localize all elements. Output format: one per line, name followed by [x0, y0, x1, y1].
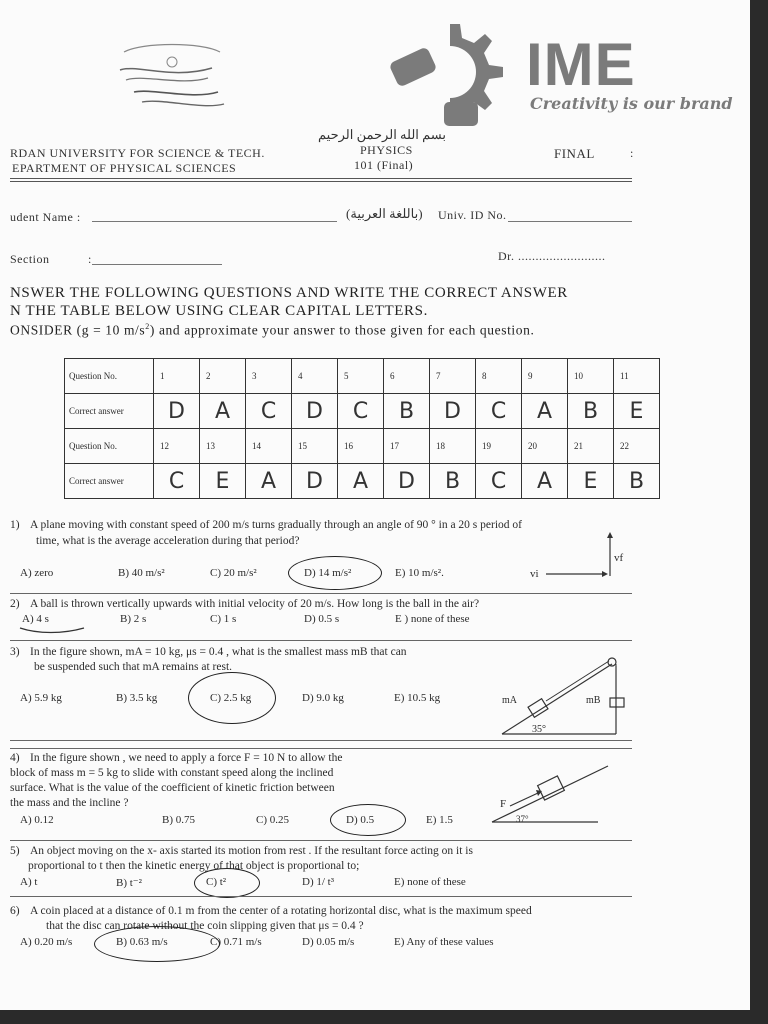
answer-cell: C — [476, 464, 522, 499]
question-label: Question No. — [65, 429, 154, 464]
header-rule — [10, 178, 632, 179]
answer-cell: A — [338, 464, 384, 499]
department-name: EPARTMENT OF PHYSICAL SCIENCES — [12, 161, 237, 175]
question-text: A coin placed at a distance of 0.1 m from the center of a rotating horizontal disc, what is the maximum speed — [30, 905, 532, 917]
question-text: that the disc can rotate without the coin slipping given that μs = 0.4 ? — [46, 920, 364, 932]
option-c: C) 0.25 — [256, 814, 289, 826]
question-number: 3 — [246, 359, 292, 394]
question-divider — [10, 896, 632, 897]
option-e: E) 10.5 kg — [394, 692, 441, 704]
answer-circle — [288, 556, 382, 590]
option-e: E) 10 m/s². — [395, 567, 444, 579]
answer-cell: C — [338, 394, 384, 429]
answer-label: Correct answer — [65, 464, 154, 499]
question-text: surface. What is the value of the coefficient of kinetic friction between — [10, 782, 335, 794]
option-b: B) 0.75 — [162, 814, 195, 826]
gear-logo-icon — [386, 10, 514, 138]
question-number: 19 — [476, 429, 522, 464]
question-number: 17 — [384, 429, 430, 464]
question-row-2 — [65, 429, 660, 464]
answer-table — [64, 358, 660, 499]
brand-tagline: Creativity is our brand — [530, 94, 733, 113]
option-c: C) 20 m/s² — [210, 567, 257, 579]
velocity-vectors-icon — [540, 530, 620, 580]
incline-pulley-figure-icon — [496, 652, 636, 738]
figure-label: 35° — [532, 724, 546, 735]
option-b: B) 0.63 m/s — [116, 936, 168, 948]
question-number: 16 — [338, 429, 384, 464]
option-c: C) 2.5 kg — [210, 692, 252, 704]
answer-circle — [188, 672, 276, 724]
question-text: be suspended such that mA remains at rest. — [34, 661, 233, 673]
option-d: D) 0.5 — [346, 814, 375, 826]
question-number: 4 — [292, 359, 338, 394]
answer-cell: C — [154, 464, 200, 499]
question-number: 4) — [10, 752, 20, 764]
option-e: E) 1.5 — [426, 814, 453, 826]
section-label: Section — [10, 252, 50, 266]
answer-cell: D — [292, 394, 338, 429]
option-d: D) 0.05 m/s — [302, 936, 355, 948]
answer-cell: E — [200, 464, 246, 499]
course-code: 101 (Final) — [354, 158, 414, 172]
university-name: RDAN UNIVERSITY FOR SCIENCE & TECH. — [10, 146, 265, 160]
option-d: D) 1/ t³ — [302, 876, 335, 888]
question-number: 14 — [246, 429, 292, 464]
question-divider — [10, 640, 632, 641]
option-a: A) t — [20, 876, 38, 888]
option-e: E) Any of these values — [394, 936, 494, 948]
question-number: 1) — [10, 519, 20, 531]
option-c: C) 0.71 m/s — [210, 936, 262, 948]
course-name: PHYSICS — [360, 143, 413, 157]
option-e: E) none of these — [394, 876, 466, 888]
question-text: the mass and the incline ? — [10, 797, 129, 809]
answer-cell: D — [292, 464, 338, 499]
student-name-line — [92, 221, 337, 222]
answer-row-1 — [65, 394, 660, 429]
basmala: بسم الله الرحمن الرحيم — [318, 127, 447, 142]
question-number: 12 — [154, 429, 200, 464]
dr-label: Dr. ......................... — [498, 249, 606, 263]
question-number: 13 — [200, 429, 246, 464]
option-a: A) zero — [20, 567, 54, 579]
question-number: 10 — [568, 359, 614, 394]
question-number: 18 — [430, 429, 476, 464]
question-text: An object moving on the x- axis started its motion from rest . If the resultant force acting on it is — [30, 845, 473, 857]
option-c: C) 1 s — [210, 613, 237, 625]
option-d: D) 0.5 s — [304, 613, 340, 625]
answer-circle — [94, 926, 220, 962]
exam-type: FINAL — [554, 146, 595, 161]
question-number: 22 — [614, 429, 660, 464]
arabic-note: (باللغة العربية) — [346, 206, 423, 221]
question-text: time, what is the average acceleration during that period? — [36, 535, 300, 547]
university-seal-icon — [112, 40, 232, 115]
incline-force-figure-icon — [488, 760, 614, 828]
section-colon: : — [88, 252, 92, 266]
header-rule-2 — [10, 181, 632, 182]
answer-mark-icon — [18, 620, 88, 636]
answer-cell: A — [522, 394, 568, 429]
answer-row-2 — [65, 464, 660, 499]
option-b: B) 2 s — [120, 613, 147, 625]
option-a: A) 4 s — [22, 613, 49, 625]
option-a: A) 0.12 — [20, 814, 54, 826]
figure-label: mB — [586, 695, 601, 706]
question-number: 1 — [154, 359, 200, 394]
answer-cell: D — [384, 464, 430, 499]
figure-label: vf — [614, 552, 624, 564]
question-number: 2 — [200, 359, 246, 394]
question-number: 3) — [10, 646, 20, 658]
figure-label: vi — [530, 568, 539, 580]
option-b: B) 40 m/s² — [118, 567, 165, 579]
answer-cell: D — [430, 394, 476, 429]
option-d: D) 9.0 kg — [302, 692, 344, 704]
option-b: B) 3.5 kg — [116, 692, 158, 704]
option-c: C) t² — [206, 876, 227, 888]
answer-label: Correct answer — [65, 394, 154, 429]
univ-id-label: Univ. ID No. — [438, 208, 507, 222]
answer-circle — [330, 804, 406, 836]
question-text: In the figure shown , we need to apply a force F = 10 N to allow the — [30, 752, 343, 764]
instruction-line-3: ONSIDER (g = 10 $m/s^2$) and approximate your answer to those given for each question. — [10, 322, 535, 338]
answer-cell: D — [154, 394, 200, 429]
instruction-line-2: N THE TABLE BELOW USING CLEAR CAPITAL LETTERS. — [10, 303, 428, 319]
option-e: E ) none of these — [395, 613, 470, 625]
section-line — [92, 264, 222, 265]
answer-cell: A — [522, 464, 568, 499]
option-a: A) 0.20 m/s — [20, 936, 73, 948]
instruction-line-1: NSWER THE FOLLOWING QUESTIONS AND WRITE THE CORRECT ANSWER — [10, 285, 568, 301]
answer-cell: A — [200, 394, 246, 429]
answer-cell: E — [568, 464, 614, 499]
question-label: Question No. — [65, 359, 154, 394]
answer-cell: B — [384, 394, 430, 429]
answer-cell: B — [614, 464, 660, 499]
question-number: 8 — [476, 359, 522, 394]
figure-label: F — [500, 798, 507, 810]
question-number: 9 — [522, 359, 568, 394]
question-number: 7 — [430, 359, 476, 394]
figure-label: mA — [502, 695, 517, 706]
question-divider — [10, 840, 632, 841]
answer-cell: A — [246, 464, 292, 499]
question-number: 11 — [614, 359, 660, 394]
option-b: B) t⁻² — [116, 877, 142, 889]
exam-type-colon: : — [630, 146, 634, 160]
question-text: proportional to t then the kinetic energy of that object is proportional to; — [28, 860, 360, 872]
answer-cell: E — [614, 394, 660, 429]
answer-cell: B — [568, 394, 614, 429]
student-name-label: udent Name : — [10, 210, 81, 224]
option-d: D) 14 m/s² — [304, 567, 352, 579]
answer-cell: C — [476, 394, 522, 429]
question-number: 15 — [292, 429, 338, 464]
question-row-1 — [65, 359, 660, 394]
univ-id-line — [508, 221, 632, 222]
answer-cell: C — [246, 394, 292, 429]
question-text: A plane moving with constant speed of 200 m/s turns gradually through an angle of 90 ° in a 20 s period of — [30, 519, 522, 531]
question-text: block of mass m = 5 kg to slide with constant speed along the inclined — [10, 767, 334, 779]
question-number: 20 — [522, 429, 568, 464]
question-divider — [10, 748, 632, 749]
brand-name: IME — [526, 31, 636, 98]
question-number: 5) — [10, 845, 20, 857]
option-a: A) 5.9 kg — [20, 692, 62, 704]
question-number: 6 — [384, 359, 430, 394]
question-number: 5 — [338, 359, 384, 394]
answer-cell: B — [430, 464, 476, 499]
question-divider — [10, 593, 632, 594]
question-divider — [10, 740, 632, 741]
question-text: In the figure shown, mA = 10 kg, μs = 0.4 , what is the smallest mass mB that can — [30, 646, 407, 658]
figure-label: 37° — [516, 814, 529, 824]
question-number: 6) — [10, 905, 20, 917]
question-number: 2) — [10, 598, 20, 610]
question-number: 21 — [568, 429, 614, 464]
answer-circle — [194, 868, 260, 898]
question-text: A ball is thrown vertically upwards with initial velocity of 20 m/s. How long is the ball in the air? — [30, 598, 480, 610]
